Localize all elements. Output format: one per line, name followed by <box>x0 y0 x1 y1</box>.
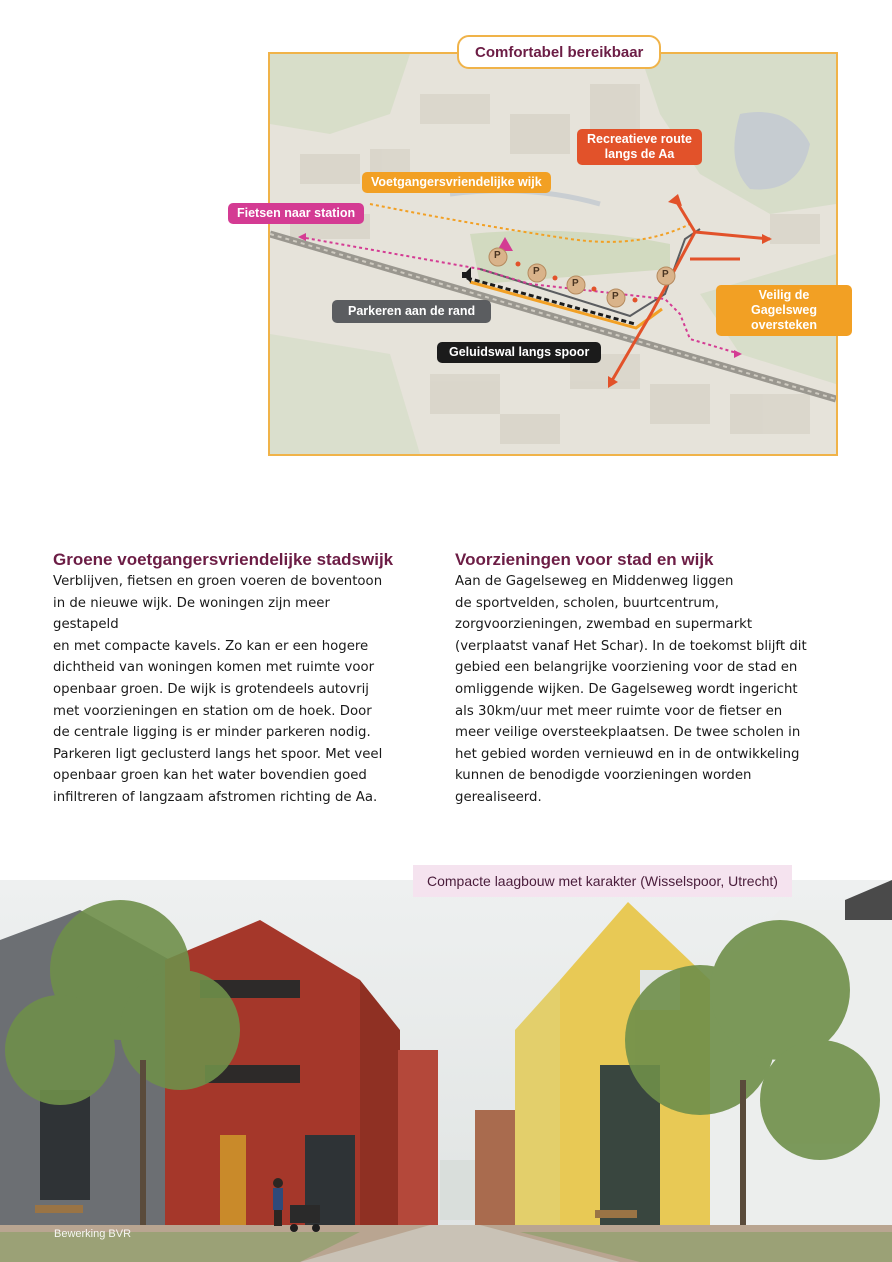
parking-p-1: P <box>494 250 501 261</box>
parking-markers <box>270 54 836 454</box>
left-line: dichtheid van woningen komen met ruimte voor <box>53 660 375 676</box>
right-line: gebied een belangrijke voorziening voor de stad en <box>455 660 798 676</box>
label-geluidswal: Geluidswal langs spoor <box>437 342 601 363</box>
right-line: gerealiseerd. <box>455 789 542 805</box>
left-line: openbaar groen. De wijk is grotendeels autovrij <box>53 681 369 697</box>
right-line: meer veilige oversteekplaatsen. De twee scholen in <box>455 725 801 741</box>
left-body <box>53 571 398 809</box>
right-line: kunnen de benodigde voorzieningen worden <box>455 768 752 784</box>
right-line: het gebied worden vernieuwd en in de ontwikkeling <box>455 746 800 762</box>
street-photo <box>0 880 892 1262</box>
label-voetgangersvriendelijke-wijk: Voetgangersvriendelijke wijk <box>362 172 551 193</box>
right-line: zorgvoorzieningen, zwembad en supermarkt <box>455 617 753 633</box>
left-line: openbaar groen kan het water bovendien goed <box>53 768 367 784</box>
right-column <box>455 549 840 809</box>
right-line: de sportvelden, scholen, buurtcentrum, <box>455 595 720 611</box>
parking-p-5: P <box>662 269 669 280</box>
photo-caption: Compacte laagbouw met karakter (Wisselspoor, Utrecht) <box>413 865 792 897</box>
map-title: Comfortabel bereikbaar <box>457 35 661 69</box>
aerial-map <box>268 52 838 456</box>
left-line: de centrale ligging is er minder parkeren nodig. <box>53 725 371 741</box>
parking-p-2: P <box>533 266 540 277</box>
right-line: omliggende wijken. De Gagelseweg wordt ingericht <box>455 681 798 697</box>
left-heading: Groene voetgangersvriendelijke stadswijk <box>53 550 394 569</box>
street-photo-illustration <box>0 880 892 1262</box>
left-line: met voorzieningen en station om de hoek. Door <box>53 703 372 719</box>
parking-p-4: P <box>612 291 619 302</box>
label-recreatieve-route: Recreatieve route langs de Aa <box>577 129 702 165</box>
photo-credit: Bewerking BVR <box>54 1228 132 1240</box>
left-line: infiltreren of langzaam afstromen richting de Aa. <box>53 789 378 805</box>
label-fietsen-naar-station: Fietsen naar station <box>228 203 364 224</box>
left-line: in de nieuwe wijk. De woningen zijn meer gestapeld <box>53 595 330 633</box>
left-line: en met compacte kavels. Zo kan er een hogere <box>53 638 369 654</box>
left-line: Parkeren ligt geclusterd langs het spoor. Met veel <box>53 746 383 762</box>
right-line: als 30km/uur met meer ruimte voor de fietser en <box>455 703 783 719</box>
left-column <box>53 549 398 809</box>
right-line: Aan de Gagelseweg en Middenweg liggen <box>455 574 734 589</box>
label-parkeren-aan-de-rand: Parkeren aan de rand <box>332 300 491 323</box>
parking-p-3: P <box>572 278 579 289</box>
left-line: Verblijven, fietsen en groen voeren de boventoon <box>53 574 383 589</box>
right-body <box>455 571 840 809</box>
right-line: (verplaatst vanaf Het Schar). In de toekomst blijft dit <box>455 638 807 654</box>
label-veilig-gagelsweg: Veilig de Gagelsweg oversteken <box>716 285 852 336</box>
right-heading: Voorzieningen voor stad en wijk <box>455 550 714 569</box>
